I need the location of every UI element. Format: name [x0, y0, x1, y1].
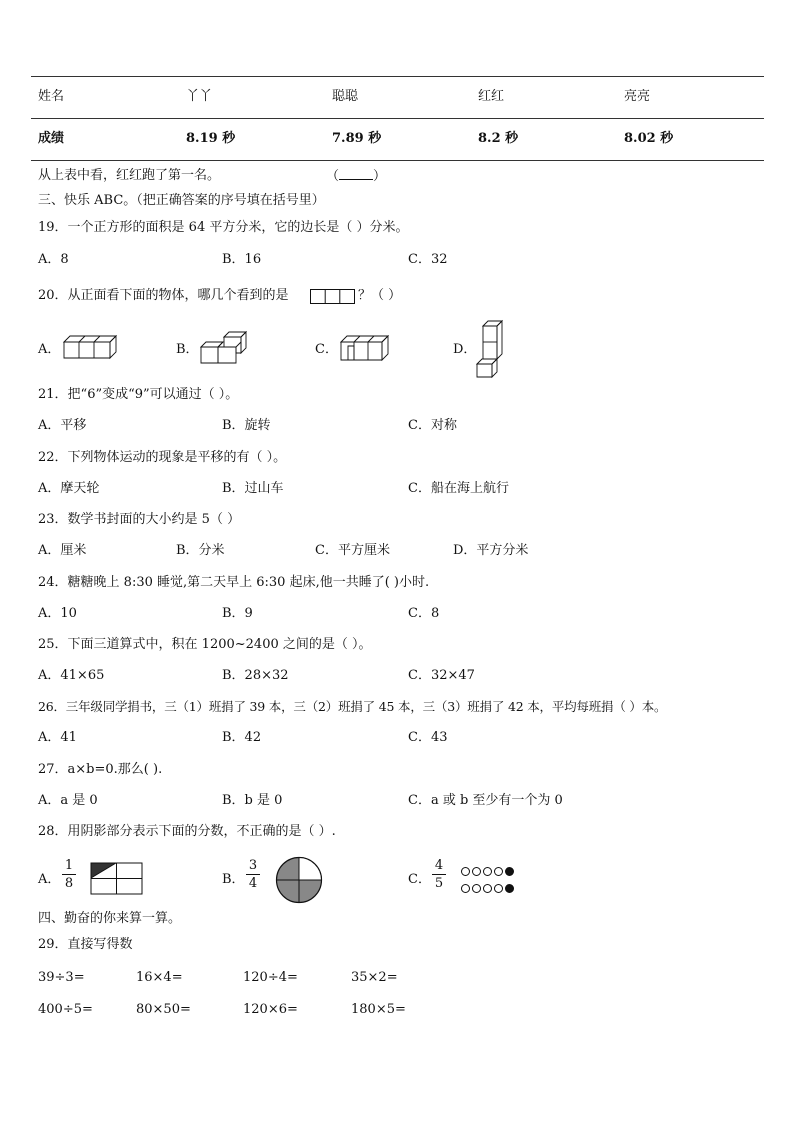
- shaded-rectangle-figure-icon: [90, 862, 144, 896]
- option-c[interactable]: C．: [315, 342, 338, 357]
- option-b[interactable]: B．16: [222, 252, 262, 267]
- table-cell: 成绩: [38, 131, 65, 146]
- table-bottom-rule: [31, 160, 764, 161]
- table-header-cell: 红红: [478, 89, 505, 104]
- answer-blank[interactable]: （ ）: [326, 169, 387, 184]
- question-24: 24．糖糖晚上 8:30 睡觉,第二天早上 6:30 起床,他一共睡了( )小时.: [38, 575, 430, 590]
- filled-circle-icon: [505, 867, 514, 876]
- cube-figure-a-icon: [63, 333, 119, 361]
- math-item[interactable]: 16×4=: [136, 970, 183, 985]
- table-cell: 8.2 秒: [478, 131, 519, 146]
- option-a[interactable]: A．41: [38, 730, 77, 745]
- option-c[interactable]: C．平方厘米: [315, 543, 390, 558]
- option-a[interactable]: A．8: [38, 252, 69, 267]
- cube-figure-c-icon: [340, 333, 390, 363]
- option-b[interactable]: B．旋转: [222, 418, 271, 433]
- option-c[interactable]: C．8: [408, 606, 440, 621]
- option-b[interactable]: B．42: [222, 730, 262, 745]
- option-c[interactable]: C．32×47: [408, 668, 475, 683]
- question-25: 25．下面三道算式中，积在 1200~2400 之间的是（ ）。: [38, 637, 372, 652]
- table-top-rule: [31, 76, 764, 77]
- question-20: 20．从正面看下面的物体，哪几个看到的是: [38, 288, 289, 303]
- option-c[interactable]: C．船在海上航行: [408, 481, 509, 496]
- math-item[interactable]: 39÷3=: [38, 970, 85, 985]
- math-item[interactable]: 400÷5=: [38, 1002, 93, 1017]
- option-b[interactable]: B．分米: [176, 543, 225, 558]
- fraction-one-eighth: 1 8: [62, 858, 76, 891]
- math-item[interactable]: 120×6=: [243, 1002, 298, 1017]
- option-a[interactable]: A．41×65: [38, 668, 105, 683]
- table-cell: 7.89 秒: [332, 131, 382, 146]
- option-c[interactable]: C．32: [408, 252, 448, 267]
- fraction-three-quarters: 3 4: [246, 858, 260, 891]
- table-header-cell: 亮亮: [624, 89, 651, 104]
- three-squares-view-icon: [310, 289, 356, 305]
- math-item[interactable]: 35×2=: [351, 970, 398, 985]
- table-cell: 8.02 秒: [624, 131, 674, 146]
- shaded-circle-figure-icon: [275, 856, 323, 904]
- option-c[interactable]: C．a 或 b 至少有一个为 0: [408, 793, 563, 808]
- question-table-judgement: [38, 167, 220, 185]
- question-21: 21．把“6”变成“9”可以通过（ ）。: [38, 387, 239, 402]
- math-item[interactable]: 180×5=: [351, 1002, 406, 1017]
- section-heading-4: 四、勤奋的你来算一算。: [38, 911, 182, 926]
- table-header-cell: 聪聪: [332, 89, 359, 104]
- option-a[interactable]: A．a 是 0: [38, 793, 98, 808]
- option-c[interactable]: C．: [408, 872, 431, 887]
- option-b[interactable]: B．: [222, 872, 245, 887]
- option-d[interactable]: D．: [453, 342, 477, 357]
- fraction-four-fifths: 4 5: [432, 858, 446, 891]
- option-b[interactable]: B．9: [222, 606, 253, 621]
- option-b[interactable]: B．b 是 0: [222, 793, 283, 808]
- math-item[interactable]: 120÷4=: [243, 970, 298, 985]
- question-27: 27．a×b=0.那么( ).: [38, 762, 163, 777]
- section-heading-3: 三、快乐 ABC。（把正确答案的序号填在括号里）: [38, 193, 325, 208]
- math-item[interactable]: 80×50=: [136, 1002, 191, 1017]
- option-a[interactable]: A．10: [38, 606, 77, 621]
- option-d[interactable]: D．平方分米: [453, 543, 529, 558]
- question-29: 29．直接写得数: [38, 937, 133, 952]
- question-text: 从上表中看，红红跑了第一名。: [38, 168, 221, 183]
- option-b[interactable]: B．: [176, 342, 199, 357]
- option-a[interactable]: A．: [38, 872, 61, 887]
- empty-circle-icon: [461, 867, 470, 876]
- option-c[interactable]: C．对称: [408, 418, 457, 433]
- option-b[interactable]: B．28×32: [222, 668, 289, 683]
- option-a[interactable]: A．摩天轮: [38, 481, 100, 496]
- question-26: 26．三年级同学捐书，三（1）班捐了 39 本，三（2）班捐了 45 本，三（3）班捐了 42 本，平均每班捐（ ）本。: [38, 699, 667, 714]
- cube-figure-d-icon: [476, 319, 504, 379]
- table-header-cell: 丫丫: [186, 89, 213, 104]
- question-28: 28．用阴影部分表示下面的分数，不正确的是（ ）.: [38, 824, 336, 839]
- cube-figure-b-icon: [200, 331, 250, 365]
- question-22: 22．下列物体运动的现象是平移的有（ ）。: [38, 450, 287, 465]
- table-middle-rule: [31, 118, 764, 119]
- option-a[interactable]: A．平移: [38, 418, 87, 433]
- option-c[interactable]: C．43: [408, 730, 448, 745]
- table-header-cell: 姓名: [38, 89, 65, 104]
- table-cell: 8.19 秒: [186, 131, 236, 146]
- option-a[interactable]: A．厘米: [38, 543, 87, 558]
- circle-dots-figure: [461, 865, 516, 895]
- question-20-tail: ？（ ）: [358, 288, 402, 303]
- question-19: 19．一个正方形的面积是 64 平方分米，它的边长是（ ）分米。: [38, 220, 409, 235]
- question-23: 23．数学书封面的大小约是 5（ ）: [38, 512, 241, 527]
- option-a[interactable]: A．: [38, 342, 61, 357]
- option-b[interactable]: B．过山车: [222, 481, 284, 496]
